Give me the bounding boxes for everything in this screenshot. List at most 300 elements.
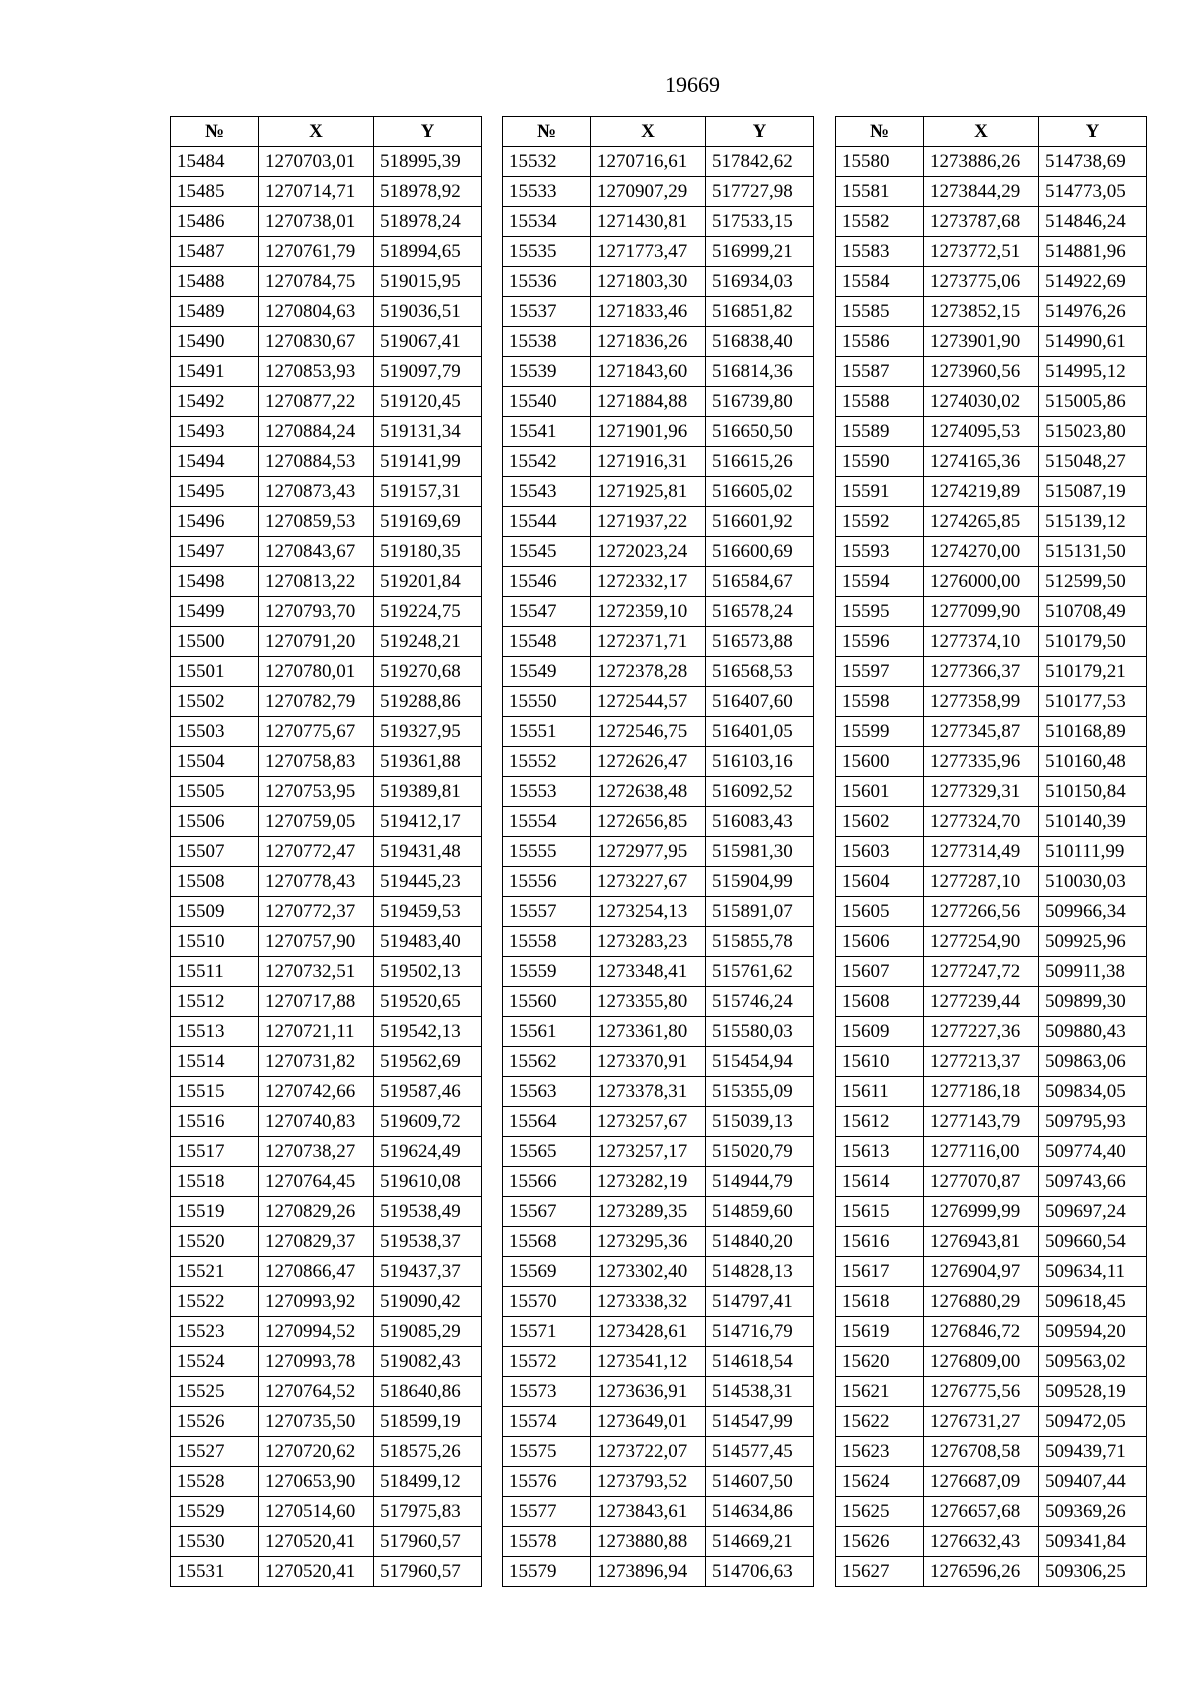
point-number-cell: 15592 <box>836 507 924 537</box>
y-coordinate-cell: 517727,98 <box>706 177 814 207</box>
table-row <box>503 777 814 807</box>
point-number-cell: 15542 <box>503 447 591 477</box>
point-number-cell: 15582 <box>836 207 924 237</box>
point-number-cell: 15613 <box>836 1137 924 1167</box>
x-coordinate-cell: 1277254,90 <box>924 927 1039 957</box>
table-row <box>171 1557 482 1587</box>
table-row <box>836 147 1147 177</box>
y-coordinate-cell: 514990,61 <box>1039 327 1147 357</box>
y-coordinate-cell: 509911,38 <box>1039 957 1147 987</box>
y-coordinate-cell: 514846,24 <box>1039 207 1147 237</box>
table-row <box>171 717 482 747</box>
x-coordinate-cell: 1270907,29 <box>591 177 706 207</box>
x-coordinate-cell: 1273254,13 <box>591 897 706 927</box>
table-row <box>503 1257 814 1287</box>
table-row <box>836 177 1147 207</box>
y-coordinate-cell: 516838,40 <box>706 327 814 357</box>
point-number-cell: 15627 <box>836 1557 924 1587</box>
y-coordinate-cell: 509880,43 <box>1039 1017 1147 1047</box>
point-number-cell: 15549 <box>503 657 591 687</box>
point-number-cell: 15614 <box>836 1167 924 1197</box>
point-number-cell: 15576 <box>503 1467 591 1497</box>
y-coordinate-cell: 516401,05 <box>706 717 814 747</box>
table-row <box>836 1287 1147 1317</box>
point-number-cell: 15600 <box>836 747 924 777</box>
x-coordinate-cell: 1273852,15 <box>924 297 1039 327</box>
y-coordinate-cell: 515746,24 <box>706 987 814 1017</box>
x-coordinate-cell: 1277345,87 <box>924 717 1039 747</box>
table-row <box>503 987 814 1017</box>
point-number-cell: 15490 <box>171 327 259 357</box>
y-coordinate-cell: 515355,09 <box>706 1077 814 1107</box>
x-coordinate-cell: 1270994,52 <box>259 1317 374 1347</box>
x-coordinate-cell: 1270782,79 <box>259 687 374 717</box>
table-row <box>836 1257 1147 1287</box>
y-coordinate-cell: 516083,43 <box>706 807 814 837</box>
table-row <box>171 1347 482 1377</box>
point-number-cell: 15506 <box>171 807 259 837</box>
point-number-cell: 15550 <box>503 687 591 717</box>
point-number-cell: 15502 <box>171 687 259 717</box>
x-coordinate-cell: 1276846,72 <box>924 1317 1039 1347</box>
point-number-cell: 15541 <box>503 417 591 447</box>
point-number-cell: 15525 <box>171 1377 259 1407</box>
table-row <box>171 687 482 717</box>
x-coordinate-cell: 1273775,06 <box>924 267 1039 297</box>
point-number-cell: 15524 <box>171 1347 259 1377</box>
y-coordinate-cell: 514840,20 <box>706 1227 814 1257</box>
y-coordinate-cell: 515891,07 <box>706 897 814 927</box>
table-row <box>503 297 814 327</box>
x-coordinate-cell: 1270764,52 <box>259 1377 374 1407</box>
x-coordinate-cell: 1273302,40 <box>591 1257 706 1287</box>
table-row <box>171 387 482 417</box>
table-row <box>503 327 814 357</box>
x-coordinate-cell: 1277099,90 <box>924 597 1039 627</box>
point-number-cell: 15510 <box>171 927 259 957</box>
column-header-number: № <box>836 117 924 147</box>
point-number-cell: 15609 <box>836 1017 924 1047</box>
point-number-cell: 15554 <box>503 807 591 837</box>
x-coordinate-cell: 1277287,10 <box>924 867 1039 897</box>
point-number-cell: 15496 <box>171 507 259 537</box>
x-coordinate-cell: 1270717,88 <box>259 987 374 1017</box>
point-number-cell: 15597 <box>836 657 924 687</box>
y-coordinate-cell: 509863,06 <box>1039 1047 1147 1077</box>
x-coordinate-cell: 1277358,99 <box>924 687 1039 717</box>
x-coordinate-cell: 1270859,53 <box>259 507 374 537</box>
table-row <box>171 1437 482 1467</box>
y-coordinate-cell: 509594,20 <box>1039 1317 1147 1347</box>
table-row <box>836 327 1147 357</box>
table-row <box>503 1197 814 1227</box>
y-coordinate-cell: 519141,99 <box>374 447 482 477</box>
point-number-cell: 15505 <box>171 777 259 807</box>
x-coordinate-cell: 1270884,24 <box>259 417 374 447</box>
table-row <box>171 1377 482 1407</box>
table-row <box>503 717 814 747</box>
point-number-cell: 15495 <box>171 477 259 507</box>
table-row <box>836 747 1147 777</box>
y-coordinate-cell: 514634,86 <box>706 1497 814 1527</box>
table-row <box>503 597 814 627</box>
point-number-cell: 15528 <box>171 1467 259 1497</box>
x-coordinate-cell: 1273257,67 <box>591 1107 706 1137</box>
table-row <box>503 537 814 567</box>
y-coordinate-cell: 509925,96 <box>1039 927 1147 957</box>
y-coordinate-cell: 509439,71 <box>1039 1437 1147 1467</box>
y-coordinate-cell: 515904,99 <box>706 867 814 897</box>
point-number-cell: 15504 <box>171 747 259 777</box>
x-coordinate-cell: 1273772,51 <box>924 237 1039 267</box>
x-coordinate-cell: 1273370,91 <box>591 1047 706 1077</box>
x-coordinate-cell: 1270791,20 <box>259 627 374 657</box>
point-number-cell: 15602 <box>836 807 924 837</box>
x-coordinate-cell: 1272023,24 <box>591 537 706 567</box>
x-coordinate-cell: 1274270,00 <box>924 537 1039 567</box>
point-number-cell: 15599 <box>836 717 924 747</box>
x-coordinate-cell: 1270877,22 <box>259 387 374 417</box>
point-number-cell: 15512 <box>171 987 259 1017</box>
point-number-cell: 15548 <box>503 627 591 657</box>
x-coordinate-cell: 1276596,26 <box>924 1557 1039 1587</box>
y-coordinate-cell: 515048,27 <box>1039 447 1147 477</box>
point-number-cell: 15570 <box>503 1287 591 1317</box>
table-row <box>836 1407 1147 1437</box>
table-row <box>503 837 814 867</box>
page-number: 19669 <box>665 72 720 97</box>
y-coordinate-cell: 509774,40 <box>1039 1137 1147 1167</box>
point-number-cell: 15526 <box>171 1407 259 1437</box>
x-coordinate-cell: 1276809,00 <box>924 1347 1039 1377</box>
coordinates-table-1 <box>170 116 482 1587</box>
y-coordinate-cell: 514738,69 <box>1039 147 1147 177</box>
x-coordinate-cell: 1270520,41 <box>259 1557 374 1587</box>
y-coordinate-cell: 515005,86 <box>1039 387 1147 417</box>
point-number-cell: 15489 <box>171 297 259 327</box>
point-number-cell: 15494 <box>171 447 259 477</box>
y-coordinate-cell: 519224,75 <box>374 597 482 627</box>
x-coordinate-cell: 1271916,31 <box>591 447 706 477</box>
point-number-cell: 15619 <box>836 1317 924 1347</box>
y-coordinate-cell: 519327,95 <box>374 717 482 747</box>
x-coordinate-cell: 1270731,82 <box>259 1047 374 1077</box>
point-number-cell: 15500 <box>171 627 259 657</box>
x-coordinate-cell: 1277247,72 <box>924 957 1039 987</box>
x-coordinate-cell: 1273722,07 <box>591 1437 706 1467</box>
y-coordinate-cell: 519157,31 <box>374 477 482 507</box>
y-coordinate-cell: 519624,49 <box>374 1137 482 1167</box>
point-number-cell: 15537 <box>503 297 591 327</box>
point-number-cell: 15527 <box>171 1437 259 1467</box>
column-header-number: № <box>171 117 259 147</box>
table-row <box>836 1137 1147 1167</box>
point-number-cell: 15523 <box>171 1317 259 1347</box>
table-row <box>503 447 814 477</box>
y-coordinate-cell: 514618,54 <box>706 1347 814 1377</box>
x-coordinate-cell: 1270520,41 <box>259 1527 374 1557</box>
point-number-cell: 15587 <box>836 357 924 387</box>
x-coordinate-cell: 1277143,79 <box>924 1107 1039 1137</box>
y-coordinate-cell: 519542,13 <box>374 1017 482 1047</box>
point-number-cell: 15538 <box>503 327 591 357</box>
x-coordinate-cell: 1270716,61 <box>591 147 706 177</box>
y-coordinate-cell: 509407,44 <box>1039 1467 1147 1497</box>
x-coordinate-cell: 1273355,80 <box>591 987 706 1017</box>
table-row <box>836 447 1147 477</box>
y-coordinate-cell: 516092,52 <box>706 777 814 807</box>
y-coordinate-cell: 519412,17 <box>374 807 482 837</box>
y-coordinate-cell: 514976,26 <box>1039 297 1147 327</box>
y-coordinate-cell: 516999,21 <box>706 237 814 267</box>
point-number-cell: 15508 <box>171 867 259 897</box>
y-coordinate-cell: 509528,19 <box>1039 1377 1147 1407</box>
x-coordinate-cell: 1270757,90 <box>259 927 374 957</box>
point-number-cell: 15606 <box>836 927 924 957</box>
table-row <box>171 1497 482 1527</box>
x-coordinate-cell: 1270829,37 <box>259 1227 374 1257</box>
point-number-cell: 15567 <box>503 1197 591 1227</box>
table-row <box>503 1347 814 1377</box>
y-coordinate-cell: 516578,24 <box>706 597 814 627</box>
table-row <box>836 1557 1147 1587</box>
x-coordinate-cell: 1276657,68 <box>924 1497 1039 1527</box>
x-coordinate-cell: 1276687,09 <box>924 1467 1039 1497</box>
table-row <box>503 387 814 417</box>
point-number-cell: 15484 <box>171 147 259 177</box>
table-row <box>836 867 1147 897</box>
x-coordinate-cell: 1270764,45 <box>259 1167 374 1197</box>
y-coordinate-cell: 515454,94 <box>706 1047 814 1077</box>
y-coordinate-cell: 514797,41 <box>706 1287 814 1317</box>
x-coordinate-cell: 1273843,61 <box>591 1497 706 1527</box>
x-coordinate-cell: 1273257,17 <box>591 1137 706 1167</box>
point-number-cell: 15543 <box>503 477 591 507</box>
table-row <box>503 657 814 687</box>
x-coordinate-cell: 1277374,10 <box>924 627 1039 657</box>
x-coordinate-cell: 1270993,92 <box>259 1287 374 1317</box>
y-coordinate-cell: 510168,89 <box>1039 717 1147 747</box>
x-coordinate-cell: 1270829,26 <box>259 1197 374 1227</box>
table-row <box>503 207 814 237</box>
y-coordinate-cell: 515981,30 <box>706 837 814 867</box>
point-number-cell: 15564 <box>503 1107 591 1137</box>
table-row <box>836 417 1147 447</box>
point-number-cell: 15612 <box>836 1107 924 1137</box>
x-coordinate-cell: 1277116,00 <box>924 1137 1039 1167</box>
point-number-cell: 15572 <box>503 1347 591 1377</box>
point-number-cell: 15568 <box>503 1227 591 1257</box>
y-coordinate-cell: 519201,84 <box>374 567 482 597</box>
point-number-cell: 15573 <box>503 1377 591 1407</box>
point-number-cell: 15562 <box>503 1047 591 1077</box>
x-coordinate-cell: 1270772,47 <box>259 837 374 867</box>
point-number-cell: 15611 <box>836 1077 924 1107</box>
x-coordinate-cell: 1273787,68 <box>924 207 1039 237</box>
table-row <box>836 507 1147 537</box>
table-row <box>836 357 1147 387</box>
x-coordinate-cell: 1270721,11 <box>259 1017 374 1047</box>
x-coordinate-cell: 1273227,67 <box>591 867 706 897</box>
y-coordinate-cell: 510179,50 <box>1039 627 1147 657</box>
x-coordinate-cell: 1270873,43 <box>259 477 374 507</box>
x-coordinate-cell: 1273844,29 <box>924 177 1039 207</box>
x-coordinate-cell: 1273896,94 <box>591 1557 706 1587</box>
point-number-cell: 15571 <box>503 1317 591 1347</box>
table-row <box>836 387 1147 417</box>
table-row <box>171 1527 482 1557</box>
x-coordinate-cell: 1277314,49 <box>924 837 1039 867</box>
table-row <box>171 1197 482 1227</box>
point-number-cell: 15623 <box>836 1437 924 1467</box>
table-row <box>171 477 482 507</box>
table-row <box>836 627 1147 657</box>
y-coordinate-cell: 514547,99 <box>706 1407 814 1437</box>
y-coordinate-cell: 514538,31 <box>706 1377 814 1407</box>
y-coordinate-cell: 509834,05 <box>1039 1077 1147 1107</box>
x-coordinate-cell: 1271884,88 <box>591 387 706 417</box>
y-coordinate-cell: 514607,50 <box>706 1467 814 1497</box>
y-coordinate-cell: 516851,82 <box>706 297 814 327</box>
point-number-cell: 15544 <box>503 507 591 537</box>
x-coordinate-cell: 1276000,00 <box>924 567 1039 597</box>
y-coordinate-cell: 510150,84 <box>1039 777 1147 807</box>
y-coordinate-cell: 517960,57 <box>374 1557 482 1587</box>
x-coordinate-cell: 1272546,75 <box>591 717 706 747</box>
y-coordinate-cell: 514716,79 <box>706 1317 814 1347</box>
x-coordinate-cell: 1274265,85 <box>924 507 1039 537</box>
point-number-cell: 15555 <box>503 837 591 867</box>
point-number-cell: 15493 <box>171 417 259 447</box>
x-coordinate-cell: 1270738,27 <box>259 1137 374 1167</box>
x-coordinate-cell: 1273295,36 <box>591 1227 706 1257</box>
table-row <box>503 1467 814 1497</box>
table-row <box>503 867 814 897</box>
point-number-cell: 15581 <box>836 177 924 207</box>
table-row <box>836 1437 1147 1467</box>
table-row <box>503 1287 814 1317</box>
x-coordinate-cell: 1272371,71 <box>591 627 706 657</box>
x-coordinate-cell: 1273636,91 <box>591 1377 706 1407</box>
table-row <box>171 267 482 297</box>
y-coordinate-cell: 514577,45 <box>706 1437 814 1467</box>
x-coordinate-cell: 1271773,47 <box>591 237 706 267</box>
y-coordinate-cell: 519120,45 <box>374 387 482 417</box>
x-coordinate-cell: 1273348,41 <box>591 957 706 987</box>
point-number-cell: 15624 <box>836 1467 924 1497</box>
point-number-cell: 15553 <box>503 777 591 807</box>
y-coordinate-cell: 516601,92 <box>706 507 814 537</box>
x-coordinate-cell: 1272626,47 <box>591 747 706 777</box>
point-number-cell: 15561 <box>503 1017 591 1047</box>
x-coordinate-cell: 1272638,48 <box>591 777 706 807</box>
point-number-cell: 15621 <box>836 1377 924 1407</box>
point-number-cell: 15533 <box>503 177 591 207</box>
y-coordinate-cell: 515023,80 <box>1039 417 1147 447</box>
y-coordinate-cell: 518995,39 <box>374 147 482 177</box>
y-coordinate-cell: 519445,23 <box>374 867 482 897</box>
x-coordinate-cell: 1273428,61 <box>591 1317 706 1347</box>
table-row <box>836 807 1147 837</box>
y-coordinate-cell: 519288,86 <box>374 687 482 717</box>
table-row <box>503 567 814 597</box>
point-number-cell: 15622 <box>836 1407 924 1437</box>
point-number-cell: 15558 <box>503 927 591 957</box>
point-number-cell: 15535 <box>503 237 591 267</box>
point-number-cell: 15604 <box>836 867 924 897</box>
table-row <box>503 417 814 447</box>
table-row <box>836 477 1147 507</box>
table-row <box>836 717 1147 747</box>
y-coordinate-cell: 519361,88 <box>374 747 482 777</box>
x-coordinate-cell: 1270784,75 <box>259 267 374 297</box>
y-coordinate-cell: 509306,25 <box>1039 1557 1147 1587</box>
point-number-cell: 15583 <box>836 237 924 267</box>
x-coordinate-cell: 1270793,70 <box>259 597 374 627</box>
table-row <box>503 1377 814 1407</box>
x-coordinate-cell: 1277324,70 <box>924 807 1039 837</box>
y-coordinate-cell: 510111,99 <box>1039 837 1147 867</box>
x-coordinate-cell: 1270758,83 <box>259 747 374 777</box>
table-row <box>171 597 482 627</box>
y-coordinate-cell: 509618,45 <box>1039 1287 1147 1317</box>
x-coordinate-cell: 1271901,96 <box>591 417 706 447</box>
y-coordinate-cell: 519248,21 <box>374 627 482 657</box>
point-number-cell: 15596 <box>836 627 924 657</box>
y-coordinate-cell: 515855,78 <box>706 927 814 957</box>
table-row <box>836 1467 1147 1497</box>
point-number-cell: 15516 <box>171 1107 259 1137</box>
table-row <box>836 957 1147 987</box>
x-coordinate-cell: 1270775,67 <box>259 717 374 747</box>
table-row <box>503 147 814 177</box>
y-coordinate-cell: 509341,84 <box>1039 1527 1147 1557</box>
table-row <box>836 657 1147 687</box>
table-row <box>171 1407 482 1437</box>
y-coordinate-cell: 518978,24 <box>374 207 482 237</box>
table-row <box>503 627 814 657</box>
point-number-cell: 15515 <box>171 1077 259 1107</box>
table-row <box>836 1047 1147 1077</box>
x-coordinate-cell: 1274219,89 <box>924 477 1039 507</box>
y-coordinate-cell: 509697,24 <box>1039 1197 1147 1227</box>
table-row <box>171 177 482 207</box>
x-coordinate-cell: 1276731,27 <box>924 1407 1039 1437</box>
x-coordinate-cell: 1273886,26 <box>924 147 1039 177</box>
x-coordinate-cell: 1270993,78 <box>259 1347 374 1377</box>
point-number-cell: 15598 <box>836 687 924 717</box>
y-coordinate-cell: 519015,95 <box>374 267 482 297</box>
x-coordinate-cell: 1270853,93 <box>259 357 374 387</box>
x-coordinate-cell: 1276904,97 <box>924 1257 1039 1287</box>
y-coordinate-cell: 518978,92 <box>374 177 482 207</box>
y-coordinate-cell: 509795,93 <box>1039 1107 1147 1137</box>
y-coordinate-cell: 510179,21 <box>1039 657 1147 687</box>
point-number-cell: 15547 <box>503 597 591 627</box>
y-coordinate-cell: 514944,79 <box>706 1167 814 1197</box>
y-coordinate-cell: 517533,15 <box>706 207 814 237</box>
point-number-cell: 15545 <box>503 537 591 567</box>
point-number-cell: 15497 <box>171 537 259 567</box>
x-coordinate-cell: 1270804,63 <box>259 297 374 327</box>
y-coordinate-cell: 516650,50 <box>706 417 814 447</box>
x-coordinate-cell: 1271836,26 <box>591 327 706 357</box>
point-number-cell: 15487 <box>171 237 259 267</box>
table-row <box>171 357 482 387</box>
x-coordinate-cell: 1276943,81 <box>924 1227 1039 1257</box>
point-number-cell: 15579 <box>503 1557 591 1587</box>
y-coordinate-cell: 516605,02 <box>706 477 814 507</box>
